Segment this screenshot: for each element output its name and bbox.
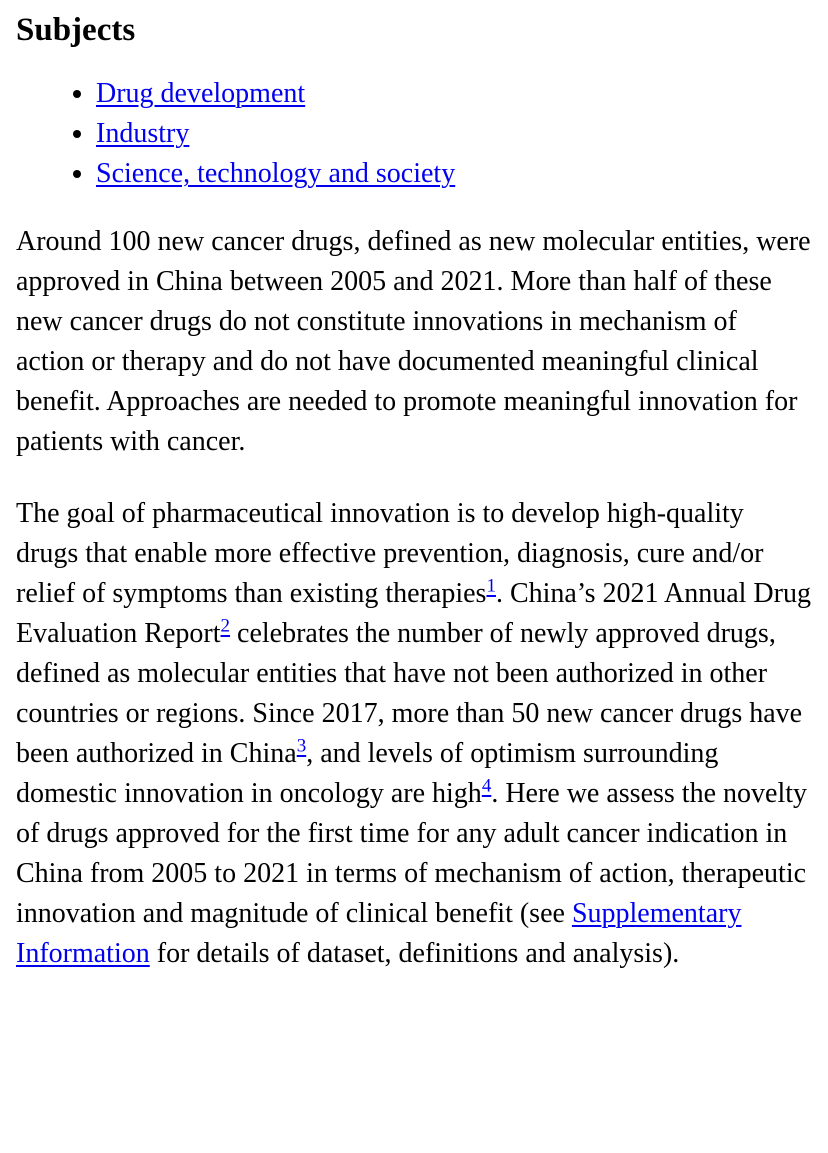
reference-link-1[interactable]: 1 — [486, 575, 496, 597]
body-text-segment: . China’s 2021 Annual Drug Evaluation Report — [16, 578, 811, 649]
body-text-segment: celebrates the number of newly approved drugs, defined as molecular entities that have not been authorized in other countries or regions. Since 2017, more than 50 new cancer drugs have been authorized in China — [16, 618, 803, 769]
list-item — [96, 114, 812, 154]
list-item — [96, 154, 812, 194]
subject-link-science-technology-society[interactable]: Science, technology and society — [96, 158, 456, 189]
body-text-segment: for details of dataset, definitions and analysis). — [149, 938, 680, 969]
subjects-list — [16, 74, 812, 194]
reference-link-4[interactable]: 4 — [481, 775, 492, 797]
body-paragraph — [16, 494, 812, 974]
body-text-segment: The goal of pharmaceutical innovation is to develop high-quality drugs that enable more effective prevention, diagnosis, cure and/or relief of symptoms than existing therapies — [16, 498, 764, 609]
subjects-heading: Subjects — [16, 12, 136, 48]
body-text-segment: . Here we assess the novelty of drugs approved for the first time for any adult cancer indication in China from 2005 to 2021 in terms of mechanism of action, therapeutic innovation and magnitude of clinical benefit (see — [16, 778, 807, 929]
supplementary-information-link[interactable]: Supplementary Information — [16, 898, 742, 969]
body-text-segment: , and levels of optimism surrounding domestic innovation in oncology are high — [16, 738, 719, 809]
list-item — [96, 74, 812, 114]
subject-link-drug-development[interactable]: Drug development — [96, 78, 306, 109]
subject-link-industry[interactable]: Industry — [96, 118, 190, 149]
reference-link-2[interactable]: 2 — [220, 615, 231, 637]
reference-link-3[interactable]: 3 — [296, 735, 307, 757]
standfirst-paragraph: Around 100 new cancer drugs, defined as new molecular entities, were approved in China between 2005 and 2021. More than half of these new cancer drugs do not constitute innovations in mechanism of action or therapy and do not have documented meaningful clinical benefit. Approaches are needed to promote meaningful innovation for patients with cancer. — [16, 226, 811, 457]
